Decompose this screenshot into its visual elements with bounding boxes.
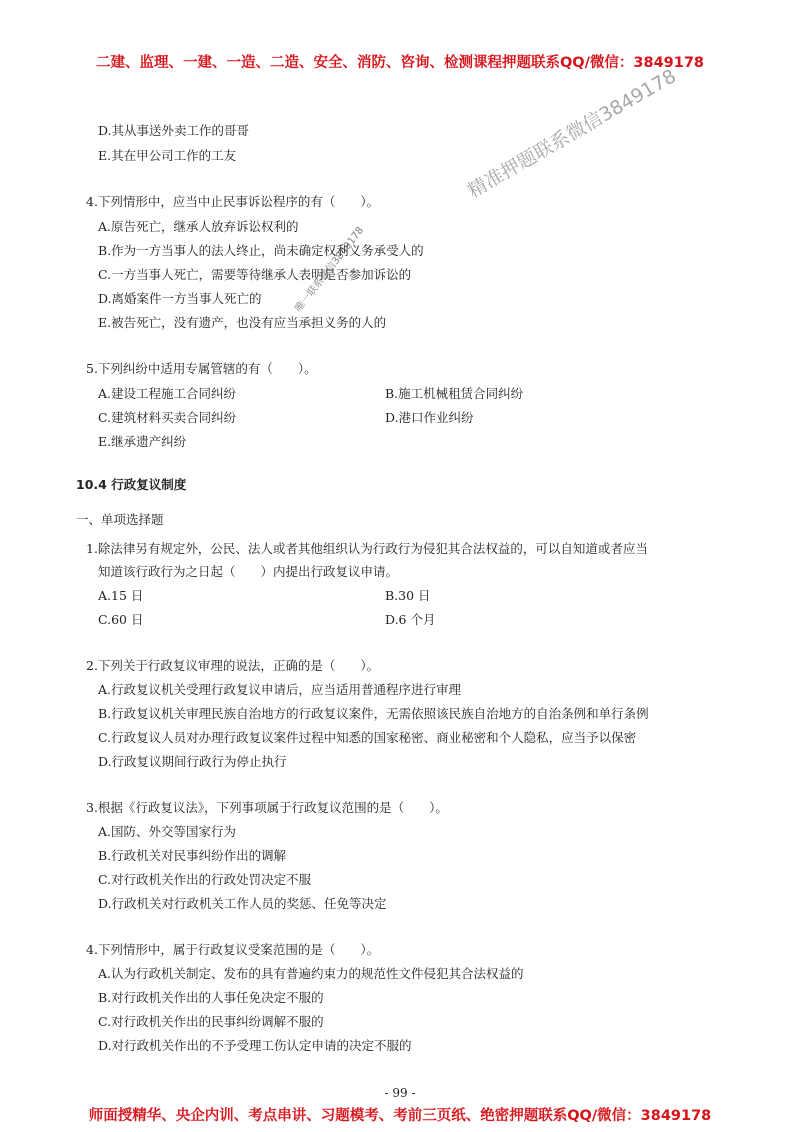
question-stem: 5.下列纠纷中适用专属管辖的有（ ）。 (86, 361, 317, 376)
option-e: E.其在甲公司工作的工友 (98, 148, 237, 163)
option-a: A.15 日 (98, 588, 144, 603)
question-stem: 2.下列关于行政复议审理的说法，正确的是（ ）。 (86, 658, 380, 673)
option-a: A.原告死亡，继承人放弃诉讼权利的 (98, 219, 299, 234)
watermark: 精准押题联系微信3849178 (464, 65, 680, 203)
option-d: D.行政机关对行政机关工作人员的奖惩、任免等决定 (98, 896, 387, 911)
subsection-title: 一、单项选择题 (76, 512, 164, 527)
option-b: B.对行政机关作出的人事任免决定不服的 (98, 990, 324, 1005)
option-c: C.建筑材料买卖合同纠纷 (98, 410, 237, 425)
option-d: D.行政复议期间行政行为停止执行 (98, 754, 287, 769)
option-e: E.被告死亡，没有遗产，也没有应当承担义务的人的 (98, 315, 387, 330)
option-d: D.离婚案件一方当事人死亡的 (98, 291, 262, 306)
option-e: E.继承遗产纠纷 (98, 434, 187, 449)
option-d: D.对行政机关作出的不予受理工伤认定申请的决定不服的 (98, 1038, 412, 1053)
option-b: B.行政机关对民事纠纷作出的调解 (98, 848, 287, 863)
header-banner: 二建、监理、一建、一造、二造、安全、消防、咨询、检测课程押题联系QQ/微信：3849178 (95, 55, 705, 71)
option-b: B.30 日 (385, 588, 431, 603)
footer-banner: 师面授精华、央企内训、考点串讲、习题模考、考前三页纸、绝密押题联系QQ/微信：3849178 (88, 1108, 712, 1124)
watermark: 唯一联系微信3849178 (293, 225, 367, 315)
option-a: A.行政复议机关受理行政复议申请后，应当适用普通程序进行审理 (98, 682, 462, 697)
question-stem: 3.根据《行政复议法》，下列事项属于行政复议范围的是（ ）。 (86, 800, 448, 815)
option-c: C.对行政机关作出的行政处罚决定不服 (98, 872, 312, 887)
option-a: A.建设工程施工合同纠纷 (98, 386, 237, 401)
option-c: C.行政复议人员对办理行政复议案件过程中知悉的国家秘密、商业秘密和个人隐私，应当予以保密 (98, 730, 637, 745)
option-d: D.港口作业纠纷 (385, 410, 474, 425)
section-title: 10.4 行政复议制度 (76, 477, 187, 492)
question-stem-continued: 知道该行政行为之日起（ ）内提出行政复议申请。 (98, 564, 399, 579)
question-stem: 4.下列情形中，属于行政复议受案范围的是（ ）。 (86, 942, 380, 957)
option-c: C.60 日 (98, 612, 144, 627)
option-d: D.6 个月 (385, 612, 436, 627)
option-b: B.施工机械租赁合同纠纷 (385, 386, 524, 401)
option-d: D.其从事送外卖工作的哥哥 (98, 123, 250, 138)
option-a: A.认为行政机关制定、发布的具有普遍约束力的规范性文件侵犯其合法权益的 (98, 966, 524, 981)
question-stem: 4.下列情形中，应当中止民事诉讼程序的有（ ）。 (86, 194, 380, 209)
option-b: B.作为一方当事人的法人终止，尚未确定权利义务承受人的 (98, 243, 424, 258)
option-c: C.一方当事人死亡，需要等待继承人表明是否参加诉讼的 (98, 267, 412, 282)
option-b: B.行政复议机关审理民族自治地方的行政复议案件，无需依照该民族自治地方的自治条例和单行条例 (98, 706, 649, 721)
question-stem: 1.除法律另有规定外，公民、法人或者其他组织认为行政行为侵犯其合法权益的，可以自知道或者应当 (86, 541, 648, 556)
option-c: C.对行政机关作出的民事纠纷调解不服的 (98, 1014, 324, 1029)
option-a: A.国防、外交等国家行为 (98, 824, 237, 839)
page-number: - 99 - (384, 1086, 416, 1100)
